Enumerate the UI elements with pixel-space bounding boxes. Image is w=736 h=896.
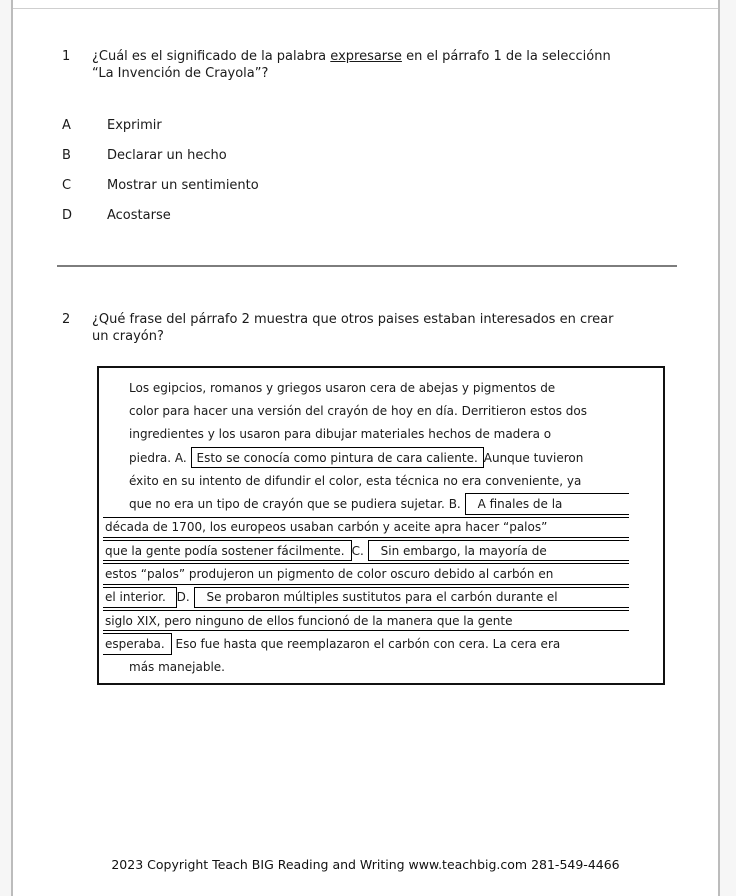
option-text: Mostrar un sentimiento [107, 177, 259, 193]
question-1-text-after: en el párrafo 1 de la selecciónn [401, 49, 611, 64]
question-divider-line [57, 265, 677, 267]
question-1 [62, 48, 672, 82]
passage-line [129, 492, 629, 515]
passage-text: Los egipcios, romanos y griegos usaron cera de abejas y pigmentos de [129, 380, 556, 395]
passage-box [97, 366, 665, 685]
boxed-phrase-segment: que la gente podía sostener fácilmente. [103, 540, 352, 561]
answer-options [62, 110, 259, 230]
option-row [62, 110, 259, 140]
boxed-phrase-segment: siglo XIX, pero ninguno de ellos funcionó de la manera que la gente [103, 610, 629, 631]
underlined-word: expresarse [330, 49, 402, 64]
passage-line [105, 609, 629, 632]
boxed-phrase-segment: década de 1700, los europeos usaban carbón y aceite apra hacer “palos” [103, 517, 629, 538]
question-1-number: 1 [62, 49, 71, 64]
option-letter: B [62, 147, 71, 163]
question-2-number: 2 [62, 312, 71, 327]
question-2-line-1: ¿Qué frase del párrafo 2 muestra que otros paises estaban interesados en crear [92, 312, 614, 327]
passage-line [105, 562, 629, 585]
question-1-line-2: “La Invención de Crayola”? [92, 66, 269, 81]
passage-text: D. [176, 590, 194, 605]
option-letter: A [62, 117, 71, 133]
passage-text: éxito en su intento de difundir el color, esta técnica no era conveniente, ya [129, 473, 582, 488]
boxed-phrase-segment: Esto se conocía como pintura de cara caliente. [191, 447, 484, 468]
footer-copyright: 2023 Copyright Teach BIG Reading and Writing www.teachbig.com 281-549-4466 [111, 857, 620, 872]
question-1-text [92, 48, 672, 82]
passage-line [105, 586, 629, 609]
passage-text: C. [351, 543, 368, 558]
option-text: Acostarse [107, 207, 171, 223]
option-letter: D [62, 207, 73, 223]
passage-text: Eso fue hasta que reemplazaron el carbón con cera. La cera era [171, 636, 561, 651]
passage-line [129, 399, 629, 422]
passage-text: ingredientes y los usaron para dibujar materiales hechos de madera o [129, 427, 552, 442]
option-text: Exprimir [107, 117, 162, 133]
passage-line [129, 656, 629, 679]
passage-line [105, 632, 629, 655]
option-row [62, 140, 259, 170]
passage-text: que no era un tipo de crayón que se pudiera sujetar. B. [129, 497, 465, 512]
page-top-edge-line [13, 8, 718, 9]
boxed-phrase-segment: estos “palos” produjeron un pigmento de color oscuro debido al carbón en [103, 563, 629, 584]
question-2-line-2: un crayón? [92, 329, 164, 344]
passage-line [129, 469, 629, 492]
passage-line [105, 516, 629, 539]
option-row [62, 200, 259, 230]
passage-text: piedra. A. [129, 450, 191, 465]
option-row [62, 170, 259, 200]
question-2-text [92, 311, 672, 345]
passage-line [129, 376, 629, 399]
passage-line [129, 446, 629, 469]
question-1-line-1 [92, 48, 672, 65]
question-2 [62, 311, 672, 345]
boxed-phrase-segment: Sin embargo, la mayoría de [368, 540, 629, 561]
boxed-phrase-segment: Se probaron múltiples sustitutos para el carbón durante el [194, 587, 629, 608]
passage-line [129, 423, 629, 446]
passage-line [105, 539, 629, 562]
boxed-phrase-segment: A finales de la [465, 493, 629, 514]
question-1-text-before: ¿Cuál es el significado de la palabra [92, 49, 331, 64]
passage-text: Aunque tuvieron [483, 450, 584, 465]
document-page [11, 0, 720, 896]
passage-text: color para hacer una versión del crayón de hoy en día. Derritieron estos dos [129, 403, 588, 418]
option-letter: C [62, 177, 72, 193]
option-text: Declarar un hecho [107, 147, 227, 163]
passage-text: más manejable. [129, 660, 225, 675]
boxed-phrase-segment: esperaba. [103, 633, 172, 654]
boxed-phrase-segment: el interior. [103, 587, 177, 608]
